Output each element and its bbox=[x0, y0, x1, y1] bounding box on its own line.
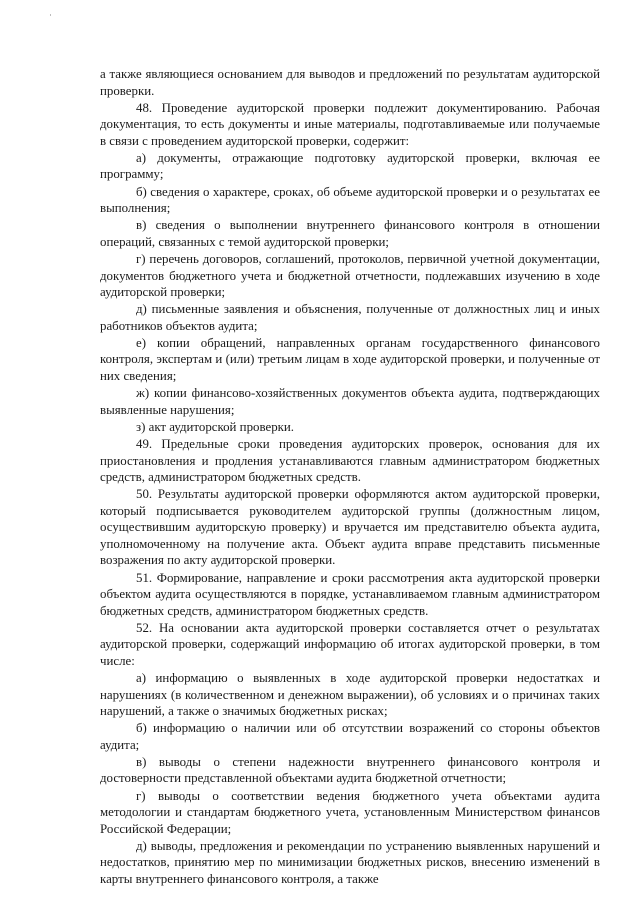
paragraph-continuation: а также являющиеся основанием для выводов и предложений по результатам аудиторской проверки. bbox=[100, 67, 600, 98]
paragraph-52-v: в) выводы о степени надежности внутреннего финансового контроля и достоверности представленной объектами аудита бюджетной отчетности; bbox=[100, 754, 600, 786]
paragraph-48-d: д) письменные заявления и объяснения, полученные от должностных лиц и иных работников объектов аудита; bbox=[100, 302, 600, 333]
paragraph-52-b: б) информацию о наличии или об отсутствии возражений со стороны объектов аудита; bbox=[100, 721, 600, 752]
document-body bbox=[100, 66, 600, 887]
scan-speck bbox=[50, 14, 51, 16]
paragraph-52: 52. На основании акта аудиторской проверки составляется отчет о результатах аудиторской проверки, содержащий информацию об итогах аудиторской проверки, в том числе: bbox=[100, 620, 600, 668]
paragraph-48-z: з) акт аудиторской проверки. bbox=[136, 419, 295, 434]
paragraph-48: 48. Проведение аудиторской проверки подлежит документированию. Рабочая документация, то есть документы и иные материалы, подготавливаемые или получаемые в связи с проведением аудиторской проверки, содержит: bbox=[100, 100, 600, 148]
paragraph-48-a: а) документы, отражающие подготовку аудиторской проверки, включая ее программу; bbox=[100, 150, 600, 182]
paragraph-52-a: а) информацию о выявленных в ходе аудиторской проверки недостатках и нарушениях (в количественном и денежном выражении), об условиях и о причинах таких нарушений, а также о значимых бюджетных рисках; bbox=[100, 671, 600, 719]
paragraph-48-zh: ж) копии финансово-хозяйственных документов объекта аудита, подтверждающих выявленные нарушения; bbox=[100, 386, 600, 417]
paragraph-50: 50. Результаты аудиторской проверки оформляются актом аудиторской проверки, который подписывается руководителем аудиторской группы (должностным лицом, осуществившим аудиторскую проверку) и вручается им представителю объекта аудита, уполномоченному на получение акта. Объект аудита вправе представить письменные возражения по акту аудиторской проверки. bbox=[100, 487, 600, 568]
paragraph-49: 49. Предельные сроки проведения аудиторских проверок, основания для их приостановления и продления устанавливаются главным администратором бюджетных средств, администратором бюджетных средств. bbox=[100, 436, 600, 485]
paragraph-52-g: г) выводы о соответствии ведения бюджетного учета объектами аудита методологии и стандартам бюджетного учета, установленным Министерством финансов Российской Федерации; bbox=[100, 788, 600, 836]
paragraph-52-d: д) выводы, предложения и рекомендации по устранению выявленных нарушений и недостатков, принятию мер по минимизации бюджетных рисков, внесению изменений в карты внутреннего финансового контроля, а также bbox=[100, 838, 600, 886]
paragraph-48-g: г) перечень договоров, соглашений, протоколов, первичной учетной документации, документов бюджетного учета и бюджетной отчетности, подлежавших изучению в ходе аудиторской проверки; bbox=[100, 251, 600, 300]
paragraph-48-e: е) копии обращений, направленных органам государственного финансового контроля, экспертам и (или) третьим лицам в ходе аудиторской проверки, и полученные от них сведения; bbox=[100, 335, 600, 383]
paragraph-48-v: в) сведения о выполнении внутреннего финансового контроля в отношении операций, связанных с темой аудиторской проверки; bbox=[100, 218, 600, 249]
paragraph-48-b: б) сведения о характере, сроках, об объеме аудиторской проверки и о результатах ее выполнения; bbox=[100, 184, 600, 216]
paragraph-51: 51. Формирование, направление и сроки рассмотрения акта аудиторской проверки объектом аудита осуществляются в порядке, устанавливаемом главным администратором бюджетных средств, администратором бюджетных средств. bbox=[100, 570, 600, 618]
